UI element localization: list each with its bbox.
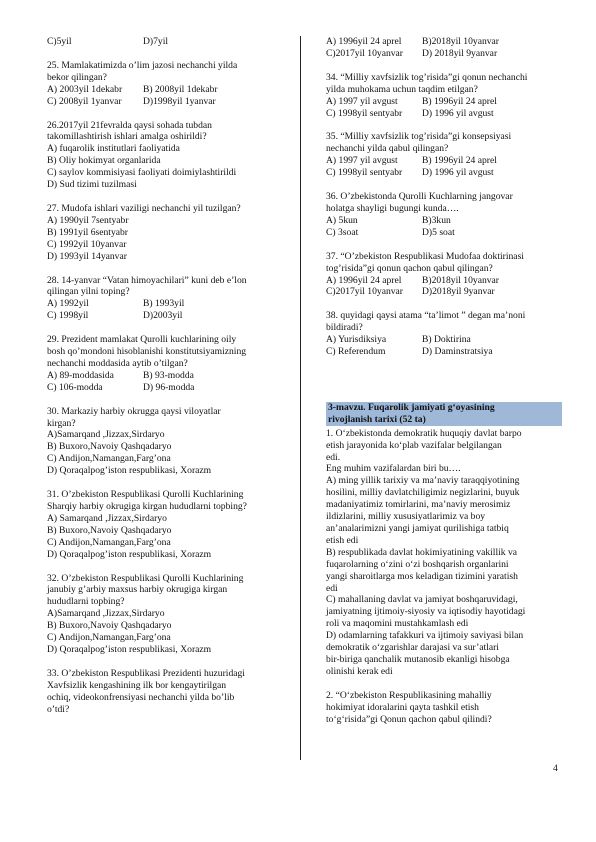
- option-d: D) 1996 yil avgust: [422, 107, 494, 119]
- option-d: D) Qoraqalpog’iston respublikasi, Xorazm: [47, 643, 212, 655]
- question-stem: 38. quyidagi qaysi atama “ta’limot ” degan ma’noni bildiradi?: [326, 310, 526, 334]
- option-b: B) Buxoro,Navoiy Qashqadaryo: [47, 524, 172, 536]
- option-d: D)7yil: [143, 36, 169, 47]
- option-c: C) 3soat: [326, 226, 359, 238]
- option-a: A) 2003yil 1dekabr: [47, 83, 123, 95]
- question-stem: 26.2017yil 21fevralda qaysi sohada tubdan takomillashtirish ishlari amalga oshirildi?: [47, 119, 212, 143]
- question-28: [47, 275, 287, 323]
- option-c: C)2017yil 10yanvar: [326, 47, 404, 59]
- option-d: D)2003yil: [143, 310, 183, 322]
- option-b: B) Buxoro,Navoiy Qashqadaryo: [47, 620, 172, 632]
- question-35: [326, 131, 562, 179]
- option-c: C) 1992yil 10yanvar: [47, 238, 127, 250]
- question-30: [47, 406, 287, 477]
- option-b: B) 1996yil 24 aprel: [422, 155, 497, 167]
- option-a: A)Samarqand ,Jizzax,Sirdaryo: [47, 608, 165, 620]
- left-top-options: [47, 36, 287, 48]
- section-question-2: [326, 690, 562, 726]
- question-stem: 34. “Milliy xavfsizlik tog’risida”gi qonun nechanchi yilda muhokama uchun taqdim etilgan?: [326, 71, 528, 95]
- right-top-options: [326, 36, 562, 60]
- option-b: B) Buxoro,Navoiy Qashqadaryo: [47, 441, 172, 453]
- option-a: A) 1990yil 7sentyabr: [47, 214, 129, 226]
- question-27: [47, 203, 287, 263]
- option-d: D) 1996 yil avgust: [422, 167, 494, 179]
- option-b: B)2018yil 10yanvar: [422, 274, 500, 286]
- option-a: A) Samarqand ,Jizzax,Sirdaryo: [47, 512, 167, 524]
- question-stem: 1. O‘zbekistonda demokratik huquqiy davlat barpo etish jarayonida ko‘plab vazifalar belgilangan edi. Eng muhim vazifalardan biri bu….: [326, 427, 522, 475]
- option-a: A) 1996yil 24 aprel: [326, 36, 402, 47]
- right-column: [326, 36, 562, 738]
- option-a: A) 1997 yil avgust: [326, 155, 398, 167]
- question-stem: 28. 14-yanvar “Vatan himoyachilari” kuni deb e’lon qilingan yilni toping?: [47, 274, 247, 298]
- question-stem: 27. Mudofa ishlari vaziligi nechanchi yil tuzilgan?: [47, 202, 241, 214]
- option-c: C) 1998yil sentyabr: [326, 107, 403, 119]
- option-b: B) 1993yil: [143, 298, 185, 310]
- question-25: [47, 60, 287, 108]
- option-a: A) 1996yil 24 aprel: [326, 274, 402, 286]
- option-d: D)5 soat: [422, 226, 455, 238]
- option-b: B)2018yil 10yanvar: [422, 36, 500, 47]
- option-d: D) Daminstratsiya: [422, 346, 493, 358]
- option-c: C) Andijon,Namangan,Farg’ona: [47, 536, 171, 548]
- option-c: C) 106-modda: [47, 381, 103, 393]
- option-d: D) 1993yil 14yanvar: [47, 250, 127, 262]
- option-d: D)1998yil 1yanvar: [143, 95, 216, 107]
- question-stem: 37. “O’zbekiston Respublikasi Mudofaa doktirinasi tog’risida”gi qonun qachon qabul qilingan?: [326, 250, 524, 274]
- question-37: [326, 251, 562, 299]
- option-a: A)Samarqand ,Jizzax,Sirdaryo: [47, 429, 165, 441]
- column-divider: [300, 36, 301, 760]
- option-b: B) 1996yil 24 aprel: [422, 95, 497, 107]
- option-d: D) Sud tizimi tuzilmasi: [47, 179, 137, 191]
- question-stem: 29. Prezident mamlakat Qurolli kuchlarining oily bosh qo’mondoni hisoblanishi konstitutsiyamizning nechanchi moddasida aytib o’tilgan?: [47, 334, 247, 369]
- option-c: C) Andijon,Namangan,Farg’ona: [47, 632, 171, 644]
- option-b: B)3kun: [422, 214, 451, 226]
- left-column: [47, 36, 287, 728]
- option-c: C) mahallaning davlat va jamiyat boshqaruvidagi, jamiyatning ijtimoiy-siyosiy va iqtisodiy hayotidagi roli va maqomini mustahkamlash edi: [326, 594, 526, 630]
- option-c: C) 2008yil 1yanvar: [47, 95, 122, 107]
- option-b: B) respublikada davlat hokimiyatining vakillik va fuqarolarning o‘zini o‘zi boshqarish organlarini yangi sharoitlarga mos keladigan tizimini yaratish edi: [326, 546, 518, 594]
- option-c: C)2017yil 10yanvar: [326, 286, 404, 298]
- question-33: [47, 668, 287, 716]
- option-a: A) 1992yil: [47, 298, 89, 310]
- question-stem: 32. O’zbekiston Respublikasi Qurolli Kuchlarining janubiy g’arbiy maxsus harbiy okrugiga kirgan hududlarni topbing?: [47, 572, 244, 608]
- option-c: C) Referendum: [326, 346, 386, 358]
- question-stem: 30. Markaziy harbiy okrugga qaysi viloyatlar kirgan?: [47, 405, 221, 429]
- option-b: B) 1991yil 6sentyabr: [47, 226, 129, 238]
- question-31: [47, 489, 287, 560]
- option-d: D)2018yil 9yanvar: [422, 286, 495, 298]
- option-a: A) Yurisdiksiya: [326, 334, 387, 346]
- question-stem: 31. O’zbekiston Respublikasi Qurolli Kuchlarining Sharqiy harbiy okrugiga kirgan hududlarni topbing?: [47, 489, 247, 512]
- option-d: D) Qoraqalpog’iston respublikasi, Xorazm: [47, 465, 212, 477]
- option-a: A) ming yillik tarixiy va ma’naviy taraqqiyotining hosilini, milliy davlatchiligimiz negizlarini, buyuk madaniyatimiz tomirlarini, ma’naviy merosimiz ildizlarini, milliy xususiyatlarimiz va boy an’analarimizni yangi jamiyat qurilishiga tatbiq etish edi: [326, 475, 520, 546]
- option-d: D) 2018yil 9yanvar: [422, 47, 498, 59]
- question-38: [326, 310, 562, 358]
- option-c: C)5yil: [47, 36, 72, 47]
- question-stem: 36. O’zbekistonda Qurolli Kuchlarning jangovar holatga shayligi bugungi kunda….: [326, 191, 513, 214]
- question-32: [47, 573, 287, 656]
- question-stem: 2. “O‘zbekiston Respublikasining mahalliy hokimiyat idoralarini qayta tashkil etish to‘g‘risida”gi Qonun qachon qabul qilindi?: [326, 689, 492, 725]
- question-29: [47, 334, 287, 394]
- question-stem: 25. Mamlakatimizda o’lim jazosi nechanchi yilda bekor qilingan?: [47, 59, 238, 83]
- page-number: 4: [553, 763, 558, 774]
- question-26: [47, 120, 287, 191]
- section-question-1: [326, 428, 562, 678]
- option-c: C) 1998yil sentyabr: [326, 167, 403, 179]
- option-a: A) 89-moddasida: [47, 369, 114, 381]
- option-c: C) Andijon,Namangan,Farg’ona: [47, 453, 171, 465]
- option-c: C) saylov kommisiyasi faoliyati doimiylashtirildi: [47, 167, 237, 179]
- option-d: D) 96-modda: [143, 381, 195, 393]
- option-a: A) 1997 yil avgust: [326, 95, 398, 107]
- option-d: D) Qoraqalpog’iston respublikasi, Xorazm: [47, 548, 212, 560]
- option-b: B) Doktirina: [422, 334, 471, 346]
- option-b: B) 2008yil 1dekabr: [143, 83, 218, 95]
- question-stem: 33. O’zbekiston Respublikasi Prezidenti huzuridagi Xavfsizlik kengashining ilk bor kengaytirilgan ochiq, videokonfrensiyasi nechanchi yilda bo’lib o’tdi?: [47, 667, 245, 715]
- option-a: A) 5kun: [326, 214, 358, 226]
- option-a: A) fuqarolik institutlari faoliyatida: [47, 143, 180, 155]
- option-d: D) odamlarning tafakkuri va ijtimoiy saviyasi bilan demokratik o‘zgarishlar darajasi va sur’atlari bir-biriga qanchalik mutanosib ekanligi hisobga olinishi kerak edi: [326, 630, 524, 677]
- option-b: B) Oliy hokimyat organlarida: [47, 155, 161, 167]
- question-36: [326, 191, 562, 239]
- question-34: [326, 72, 562, 120]
- option-b: B) 93-modda: [143, 369, 194, 381]
- section-title: 3-mavzu. Fuqarolik jamiyati g‘oyasining rivojlanish tarixi (52 ta): [326, 402, 562, 426]
- option-c: C) 1998yil: [47, 310, 89, 322]
- question-stem: 35. “Milliy xavfsizlik tog’risida”gi konsepsiyasi nechanchi yilda qabul qilingan?: [326, 131, 512, 155]
